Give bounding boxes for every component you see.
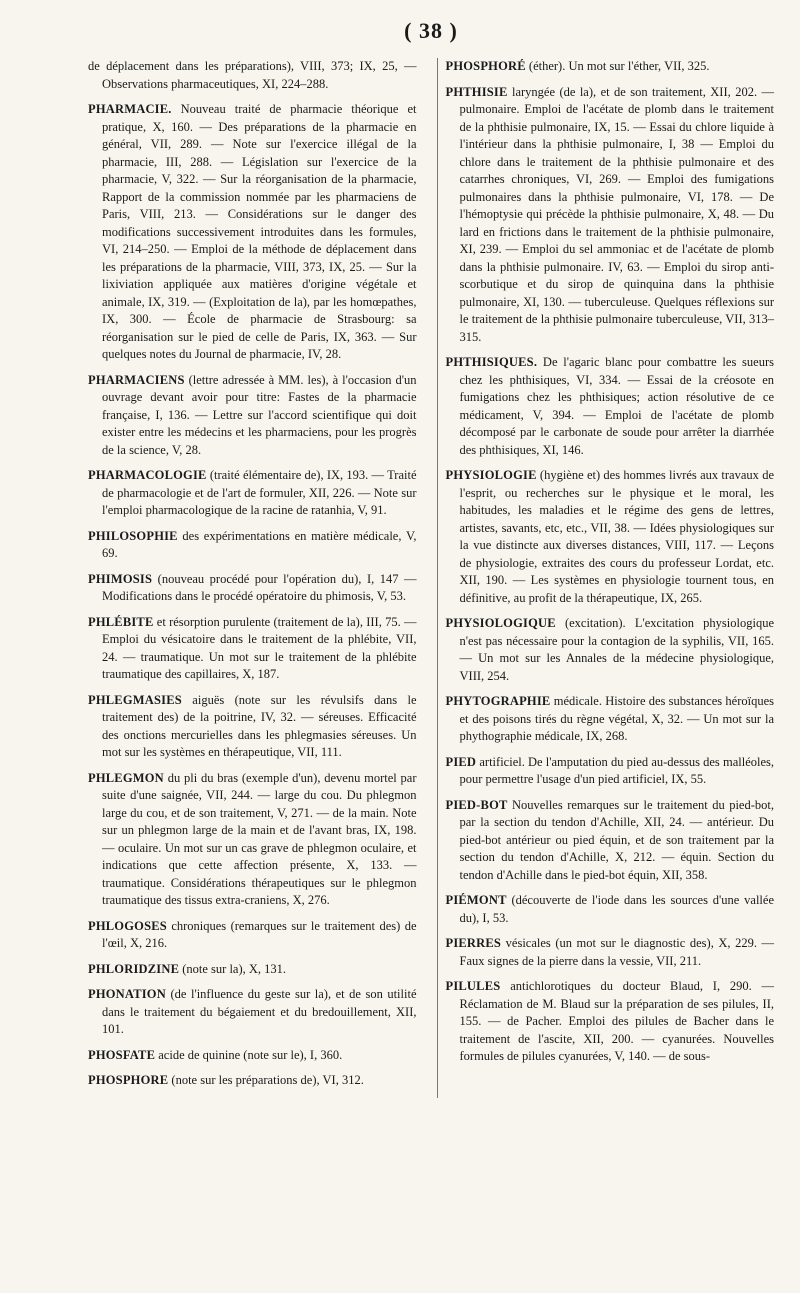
- index-entry: [446, 797, 775, 885]
- index-entry: [446, 935, 775, 970]
- entry-heading: PIED-BOT: [445, 797, 508, 812]
- index-entry: [88, 467, 417, 520]
- index-entry: [88, 101, 417, 364]
- index-entry: [88, 571, 417, 606]
- index-entry: [446, 467, 775, 607]
- entry-heading: PIÉMONT: [445, 893, 507, 907]
- entry-heading: PHYSIOLOGIE: [445, 468, 537, 482]
- entry-heading: PHILOSOPHIE: [88, 528, 178, 543]
- entry-text: vésicales (un mot sur le diagnostic des), X, 229. — Faux signes de la pierre dans la vessie, VII, 211.: [459, 936, 775, 968]
- entry-heading: PHARMACOLOGIE: [88, 468, 207, 482]
- entry-heading: PHOSPHORÉ: [445, 59, 526, 73]
- entry-heading: PHLÉBITE: [88, 614, 154, 629]
- entry-heading: PHLOGOSES: [88, 918, 167, 933]
- entry-heading: PHTHISIQUES.: [445, 355, 538, 369]
- index-entry: [446, 84, 775, 347]
- entry-heading: PHARMACIE.: [88, 102, 172, 116]
- entry-text: de déplacement dans les préparations), VIII, 373; IX, 25, — Observations pharmaceutiques, XI, 224–288.: [88, 59, 417, 91]
- entry-heading: PHOSFATE: [88, 1047, 156, 1062]
- entry-text: (de l'influence du geste sur la), et de son utilité dans le traitement du bégaiement et du bredouillement, XII, 101.: [102, 987, 417, 1036]
- index-entry: [88, 986, 417, 1039]
- entry-heading: PIED: [445, 754, 477, 769]
- entry-text: (nouveau procédé pour l'opération du), I, 147 — Modifications dans le procédé opératoire du phimosis, V, 53.: [102, 571, 417, 603]
- entry-text: et résorption purulente (traitement de la), III, 75. — Emploi du vésicatoire dans le traitement de la phlébite, VII, 24. — traumatique. Un mot sur le traitement de la phlébite traumatique des capillaires, X, 187.: [102, 614, 417, 681]
- index-entry: [88, 692, 417, 762]
- entry-text: (éther). Un mot sur l'éther, VII, 325.: [528, 59, 710, 73]
- entry-text: antichlorotiques du docteur Blaud, I, 290. — Réclamation de M. Blaud sur la préparation de ses pilules, II, 155. — de Pacher. Emploi des pilules de Bacher dans le traitement de l'ascite, XII, 200. — cyanurées. Nouvelles formules de pilules cyanurées, V, 140. — de sous-: [459, 979, 774, 1063]
- index-entry: [446, 892, 775, 927]
- entry-text: artificiel. De l'amputation du pied au-dessus des malléoles, pour permettre l'usage d'un pied artificiel, IX, 55.: [459, 754, 775, 786]
- entry-heading: PHLEGMON: [88, 770, 164, 785]
- index-entry: [446, 978, 775, 1066]
- entry-heading: PHLEGMASIES: [88, 692, 182, 707]
- index-entry: [446, 615, 775, 685]
- index-entry: [446, 693, 775, 746]
- entry-text: (traité élémentaire de), IX, 193. — Traité de pharmacologie et de l'art de formuler, XII, 226. — Note sur l'emploi pharmacologique de la racine de ratanhia, V, 91.: [102, 468, 417, 517]
- entry-text: des expérimentations en matière médicale, V, 69.: [102, 528, 417, 560]
- entry-heading: PHOSPHORE: [88, 1073, 169, 1087]
- entry-text: du pli du bras (exemple d'un), devenu mortel par suite d'une saignée, VII, 244. — large du cou. Du phlegmon large du cou, et de son traitement, V, 271. — de la main. Note sur un phlegmon large de la main et de l'avant bras, IX, 198. — oculaire. Un mot sur un cas grave de phlegmon oculaire, et indications que cette affection présente, X, 133. — traumatique. Considérations thérapeutiques sur le phlegmon traumatique des tissus extra-craniens, X, 276.: [102, 770, 417, 907]
- index-entry: [446, 58, 775, 76]
- index-columns: [88, 58, 774, 1098]
- entry-text: (hygiène et) des hommes livrés aux travaux de l'esprit, ou recherches sur le physique et le moral, les habitudes, les maladies et le régime des gens de lettres, artistes, savants, etc, etc., VII, 38. — Idées physiologiques sur la vue distincte aux diverses distances, VIII, 117. — Leçons de physiologie, extraites des cours du professeur Lordat, etc. XII, 190. — Les systèmes en physiologie tournent tous, en définitive, au profit de la thérapeutique, IX, 265.: [459, 468, 774, 605]
- entry-text: chroniques (remarques sur le traitement des) de l'œil, X, 216.: [102, 918, 417, 950]
- index-entry: [88, 528, 417, 563]
- index-entry: [88, 614, 417, 684]
- page-number: ( 38 ): [404, 18, 458, 43]
- entry-text: aiguës (note sur les révulsifs dans le traitement des) de la poitrine, IV, 32. — séreuses. Efficacité des onctions mercurielles dans les phlegmasies séreuses. Un mot sur les systèmes en thérapeutique, VII, 111.: [102, 692, 417, 759]
- entry-heading: PILULES: [445, 979, 501, 993]
- index-entry: [88, 372, 417, 460]
- index-entry: [446, 754, 775, 789]
- entry-text: De l'agaric blanc pour combattre les sueurs chez les phthisiques, VI, 334. — Essai de la créosote en fumigations chez les phthisiques; action résolutive de ce médicament, V, 394. — Emploi de l'acétate de plomb décomposé par le carbonate de soude pour arrêter la diarrhée des phthisiques, XI, 146.: [459, 355, 774, 457]
- entry-heading: PHYTOGRAPHIE: [445, 694, 551, 708]
- left-column: [88, 58, 423, 1098]
- entry-heading: PIERRES: [445, 936, 502, 950]
- entry-heading: PHONATION: [88, 987, 166, 1001]
- entry-heading: PHTHISIE: [445, 84, 508, 99]
- entry-text: (lettre adressée à MM. les), à l'occasion d'un ouvrage devant avoir pour titre: Fastes de la pharmacie française, I, 136. — Lettre sur l'accord scientifique qui doit exister entre les médecins et les pharmaciens, pour les progrès de la science, V, 28.: [102, 372, 417, 457]
- entry-heading: PHLORIDZINE: [88, 961, 180, 976]
- right-column: [437, 58, 775, 1098]
- entry-text: (découverte de l'iode dans les sources d'une vallée du), I, 53.: [459, 893, 775, 925]
- entry-text: Nouvelles remarques sur le traitement du pied-bot, par la section du tendon d'Achille, XII, 24. — antérieur. Du pied-bot antérieur ou pied équin, et de son traitement par la section du tendon d'Achille, X, 212. — équin. Section du tendon d'Achille dans le pied-bot équin, XII, 358.: [459, 797, 774, 882]
- index-entry: [88, 58, 417, 93]
- entry-text: Nouveau traité de pharmacie théorique et pratique, X, 160. — Des préparations de la pharmacie en général, VII, 289. — Note sur l'exercice illégal de la pharmacie, III, 288. — Législation sur l'exercice de la pharmacie, V, 322. — Sur la réorganisation de la pharmacie, Rapport de la commission nommée par les pharmaciens de Paris, VIII, 213. — Considérations sur le danger des modifications successivement introduites dans les formules, VI, 214–250. — Emploi de la méthode de déplacement dans les préparations de la pharmacie, VIII, 373, IX, 25. — Sur la lixiviation appliquée aux matières d'origine végétale et animale, IX, 319. — (Exploitation de la), par les homœpathes, IX, 300. — École de pharmacie de Strasbourg: sa réorganisation sur le pied de celle de Paris, IX, 363. — Sur quelques notes du Journal de pharmacie, IV, 28.: [102, 102, 417, 361]
- index-entry: [88, 1072, 417, 1090]
- entry-text: médicale. Histoire des substances héroïques et des poisons tirés du règne végétal, X, 32. — Un mot sur la phythographie médicale, IX, 268.: [459, 694, 774, 743]
- entry-heading: PHYSIOLOGIQUE: [445, 616, 556, 630]
- entry-heading: PHARMACIENS: [88, 372, 185, 387]
- entry-text: (excitation). L'excitation physiologique n'est pas nécessaire pour la contagion de la syphilis, VII, 165. — Un mot sur les Annales de la médecine physiologique, VIII, 254.: [459, 616, 775, 683]
- index-entry: [88, 961, 417, 979]
- index-entry: [88, 770, 417, 910]
- index-entry: [88, 1047, 417, 1065]
- entry-text: (note sur la), X, 131.: [182, 961, 287, 976]
- index-entry: [446, 354, 775, 459]
- entry-heading: PHIMOSIS: [88, 571, 153, 586]
- entry-text: acide de quinine (note sur le), I, 360.: [158, 1047, 343, 1062]
- index-entry: [88, 918, 417, 953]
- entry-text: (note sur les préparations de), VI, 312.: [171, 1073, 364, 1087]
- entry-text: laryngée (de la), et de son traitement, XII, 202. — pulmonaire. Emploi de l'acétate de plomb dans le traitement de la phthisie pulmonaire, IX, 15. — Essai du chlore liquide à l'intérieur dans la phthisie pulmonaire, I, 38 — Emploi du chlore dans le traitement de la phthisie pulmonaire et des catarrhes chroniques, VI, 269. — Emploi des fumigations pulmonaires dans la phthisie pulmonaire, VI, 178. — De l'hémoptysie qui précède la phthisie pulmonaire, X, 48. — Du lard en frictions dans le traitement de la phthisie pulmonaire, XI, 239. — Emploi du sel ammoniac et de l'acétate de plomb dans la phthisie pulmonaire. IV, 63. — Emploi du sirop anti-scorbutique et du sirop de quinquina dans la phthisie pulmonaire, XI, 130. — tuberculeuse. Quelques réflexions sur le traitement de la phthisie pulmonaire tuberculeuse, VII, 313–315.: [459, 84, 774, 344]
